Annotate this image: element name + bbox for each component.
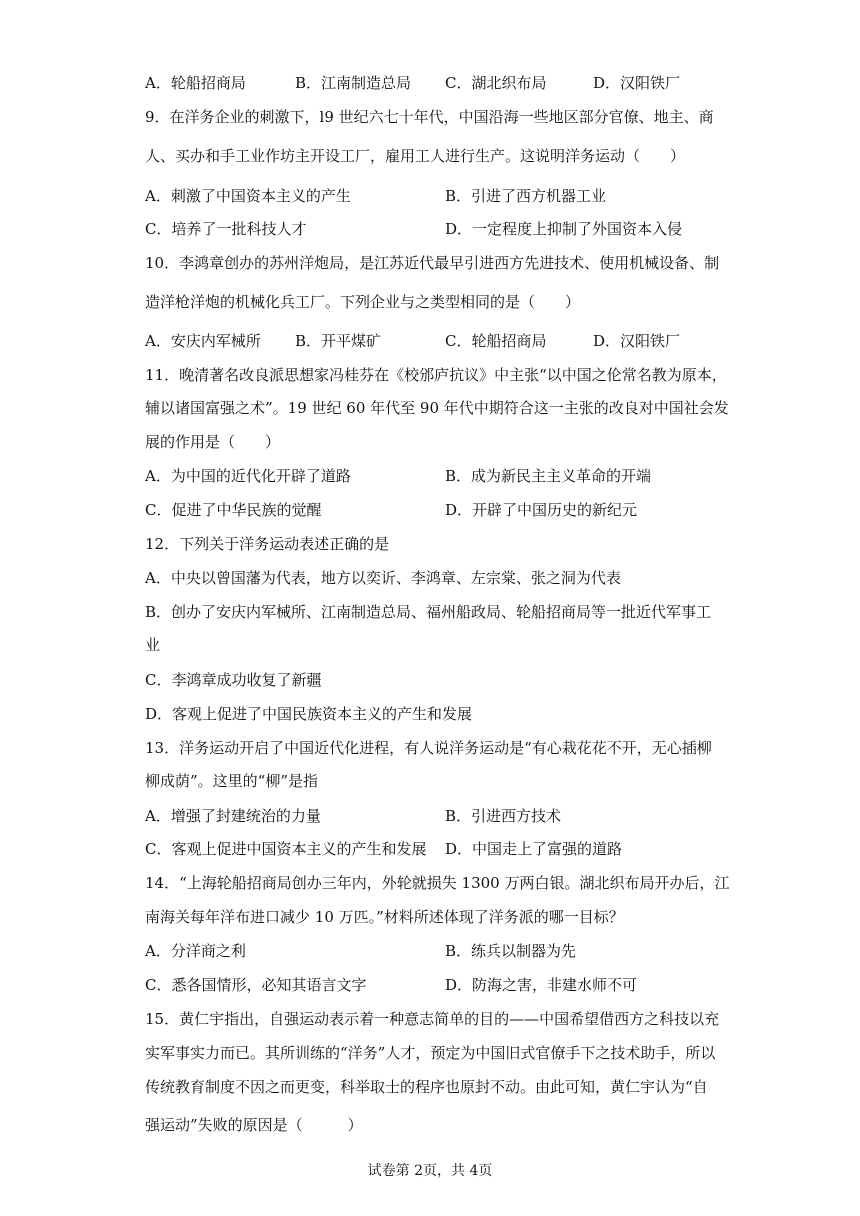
q8-option-c: C．湖北织布局: [445, 74, 547, 92]
q14-option-d: D．防海之害，非建水师不可: [445, 976, 638, 994]
q13-option-a: A．增强了封建统治的力量: [145, 807, 321, 825]
q13-stem-line-1: 13．洋务运动开启了中国近代化进程，有人说洋务运动是“有心栽花花不开，无心插柳: [145, 739, 712, 757]
q10-option-a: A．安庆内军械所: [145, 332, 261, 350]
q9-option-d: D．一定程度上抑制了外国资本入侵: [445, 220, 683, 238]
q12-option-d: D．客观上促进了中国民族资本主义的产生和发展: [145, 705, 473, 723]
q10-stem-line-2: 造洋枪洋炮的机械化兵工厂。下列企业与之类型相同的是（ ）: [145, 293, 581, 311]
q8-option-b: B．江南制造总局: [295, 74, 412, 92]
page-footer: 试卷第 2页，共 4页: [367, 1163, 493, 1179]
q15-stem-line-2: 实军事实力而已。其所训练的“洋务”人才，预定为中国旧式官僚手下之技术助手，所以: [145, 1044, 716, 1062]
q11-option-d: D．开辟了中国历史的新纪元: [445, 501, 638, 519]
q9-option-c: C．培养了一批科技人才: [145, 220, 307, 238]
q10-option-c: C．轮船招商局: [445, 332, 547, 350]
q8-option-a: A．轮船招商局: [145, 74, 246, 92]
q11-stem-line-2: 辅以诸国富强之术”。19 世纪 60 年代至 90 年代中期符合这一主张的改良对中国社会发: [145, 399, 729, 417]
q9-option-a: A．刺激了中国资本主义的产生: [145, 187, 351, 205]
q10-option-d: D．汉阳铁厂: [593, 332, 681, 350]
q13-option-c: C．客观上促进中国资本主义的产生和发展: [145, 840, 427, 858]
q9-option-b: B．引进了西方机器工业: [445, 187, 607, 205]
q11-stem-line-1: 11．晚清著名改良派思想家冯桂芬在《校邠庐抗议》中主张“以中国之伦常名教为原本，: [145, 366, 727, 384]
q12-option-b-line-2: 业: [145, 636, 161, 654]
q14-option-a: A．分洋商之利: [145, 942, 246, 960]
q9-stem-line-2: 人、买办和手工业作坊主开设工厂，雇用工人进行生产。这说明洋务运动（ ）: [145, 147, 686, 165]
q13-stem-line-2: 柳成荫”。这里的“柳”是指: [145, 772, 319, 790]
q10-stem-line-1: 10．李鸿章创办的苏州洋炮局，是江苏近代最早引进西方先进技术、使用机械设备、制: [145, 254, 720, 272]
q14-option-c: C．悉各国情形，必知其语言文字: [145, 976, 367, 994]
q12-stem-line-1: 12．下列关于洋务运动表述正确的是: [145, 535, 390, 553]
q11-option-b: B．成为新民主主义革命的开端: [445, 467, 652, 485]
q11-option-c: C．促进了中华民族的觉醒: [145, 501, 322, 519]
q9-stem-line-1: 9．在洋务企业的刺激下，l9 世纪六七十年代，中国沿海一些地区部分官僚、地主、商: [145, 108, 714, 126]
q13-option-d: D．中国走上了富强的道路: [445, 840, 623, 858]
q12-option-a: A．中央以曾国藩为代表，地方以奕䜣、李鸿章、左宗棠、张之洞为代表: [145, 569, 621, 587]
q15-stem-line-4: 强运动”失败的原因是（ ）: [145, 1116, 363, 1134]
q10-option-b: B．开平煤矿: [295, 332, 382, 350]
q11-stem-line-3: 展的作用是（ ）: [145, 433, 281, 451]
q11-option-a: A．为中国的近代化开辟了道路: [145, 467, 351, 485]
q14-stem-line-1: 14．“上海轮船招商局创办三年内，外轮就损失 1300 万两白银。湖北织布局开办后，江: [145, 874, 730, 892]
q13-option-b: B．引进西方技术: [445, 807, 562, 825]
q14-stem-line-2: 南海关每年洋布进口减少 10 万匹。”材料所述体现了洋务派的哪一目标？: [145, 908, 624, 926]
q8-option-d: D．汉阳铁厂: [593, 74, 681, 92]
q15-stem-line-3: 传统教育制度不因之而更变，科举取士的程序也原封不动。由此可知，黄仁宇认为“自: [145, 1078, 708, 1096]
q15-stem-line-1: 15．黄仁宇指出，自强运动表示着一种意志简单的目的——中国希望借西方之科技以充: [145, 1010, 720, 1028]
q14-option-b: B．练兵以制器为先: [445, 942, 577, 960]
q12-option-c: C．李鸿章成功收复了新疆: [145, 671, 322, 689]
q12-option-b-line-1: B．创办了安庆内军械所、江南制造总局、福州船政局、轮船招商局等一批近代军事工: [145, 603, 712, 621]
